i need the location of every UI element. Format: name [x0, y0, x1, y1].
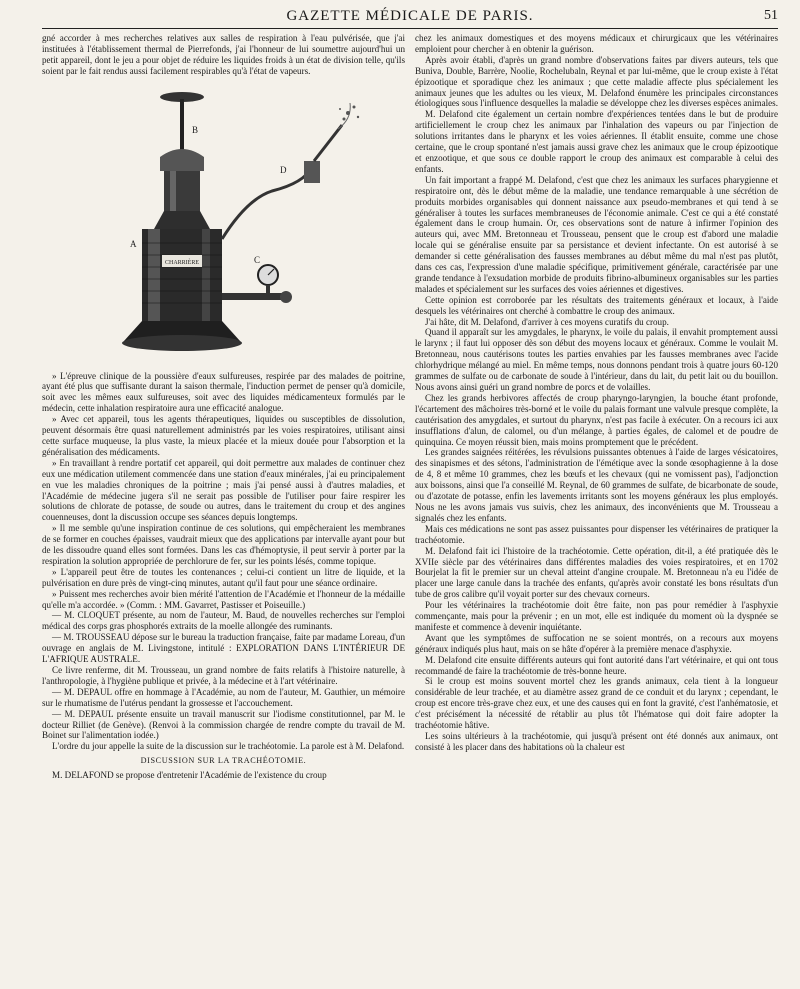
paragraph: M. Delafond fait ici l'histoire de la trachéotomie. Cette opération, dit-il, a été pratiquée dès le XVIIe siècle par des vétérinaires dans différentes maladies des voies respiratoires, et en 1702 Bourjelat la fit le premier sur un cheval atteint d'angine croupale. M. Bretonneau n'a eu l'idée de placer une large canule dans la trachée des enfants, qu'après avoir constaté les bons résultats d'un tube de gros calibre qu'il voyait porter sur des chevaux corneurs.	[415, 545, 778, 600]
right-column	[415, 33, 778, 781]
paragraph: Après avoir établi, d'après un grand nombre d'observations faites par divers auteurs, tels que Buniva, Double, Barrère, Noolie, Rochelubaln, Reynal et par lui-même, que le croup existe à l'état épizootique et sporadique chez les animaux ; que cette maladie affecte plus spécialement les animaux jeunes que les adultes ou les vieux, M. Delafond énumère les principales circonstances étiologiques sous l'influence desquelles la maladie se développe chez les diverses espèces animales.	[415, 54, 778, 109]
paragraph: — M. DEPAUL présente ensuite un travail manuscrit sur l'iodisme constitutionnel, par M. le docteur Rilliet (de Genève). (Renvoi à la commission chargée de rendre compte du travail de M. Boinet sur l'alimentation iodée.)	[42, 708, 405, 741]
paragraph: M. DELAFOND se propose d'entretenir l'Académie de l'existence du croup	[52, 770, 327, 781]
label-d: D	[280, 164, 287, 175]
paragraph: Ce livre renferme, dit M. Trousseau, un grand nombre de faits relatifs à l'histoire naturelle, à l'anthropologie, à l'hygiène publique et privée, à la médecine et à l'art vétérinaire.	[42, 665, 405, 686]
paragraph: » Puissent mes recherches avoir bien mérité l'attention de l'Académie et l'honneur de la médaille qu'elle m'a accordée. » (Comm. : MM. Gavarret, Pastisser et Poiseuille.)	[42, 588, 405, 610]
page-header	[42, 0, 778, 29]
paragraph: Pour les vétérinaires la trachéotomie doit être faite, non pas pour remédier à l'asphyxie commençante, mais pour la prévenir ; en un mot, elle est indiquée du moment où la dyspnée se manifeste et commence à devenir inquiétante.	[415, 600, 778, 632]
paragraph: Cette opinion est corroborée par les résultats des traitements généraux et locaux, à l'aide desquels les vétérinaires ont cherché à combattre le croup des animaux.	[415, 294, 778, 316]
paragraph: Un fait important a frappé M. Delafond, c'est que chez les animaux les surfaces pharygienne et respiratoire ont, dès le début même de la maladie, une tendance remarquable à une sécrétion de produits morbides organisables qui donnent naissance aux pseudo-membranes et qui tend à se généraliser à toutes les surfaces membraneuses de l'économie animale. C'est ce qui a été constaté également dans le croup humain. Or, ces observations sont de nature à infirmer l'opinion des auteurs qui, avec MM. Bretonneau et Trousseau, pensent que le croup est d'abord une maladie locale qui se généralise ensuite par sa persistance et devient infectante. On est autorisé à se demander si cette généralisation des fausses membranes au début même du mal n'est pas plutôt, dans ces cas, l'expression d'une maladie spécifique, primitivement générale, caractérisée par une grande tendance à l'exsudation morbide de produits fibrino-albumineux organisables sur les parties malades et spécialement sur les surfaces des voies aériennes et digestives.	[415, 174, 778, 294]
paragraph: » En travaillant à rendre portatif cet appareil, qui doit permettre aux malades de continuer chez eux une médication utilement commencée dans une station d'eaux minérales, j'ai eu principalement en vue les maladies chroniques de la poitrine ; mais j'ai pensé aussi à d'autres maladies, et l'Académie de médecine jugera s'il ne serait pas possible de l'utiliser pour faire respirer les solutions de chlorate de potasse, de soude ou autres, dans le traitement du croup et des angines couenneuses, dont la discussion occupe ses séances depuis longtemps.	[42, 457, 405, 523]
paragraph: » Avec cet appareil, tous les agents thérapeutiques, liquides ou susceptibles de dissolution, peuvent désormais être quasi naturellement administrés par les voies respiratoires, utilisant ainsi cette surface muqueuse, la plus vaste, la mieux placée et la mieux douée pour l'absorption et la généralisation des médicaments.	[42, 414, 405, 457]
label-c: C	[254, 254, 261, 265]
maker-nameplate: CHARRIÈRE	[164, 259, 200, 266]
paragraph: Les grandes saignées réitérées, les révulsions puissantes obtenues à l'aide de larges vésicatoires, des sinapismes et des sétons, l'administration de l'émétique avec la sonde œsophagienne à la dose de 4, 8 et même 10 grammes, chez les bœufs et les chevaux (qui ne vomissent pas), l'adjonction aux boissons, ainsi que l'a conseillé M. Reynal, de 60 grammes de sulfate, de bicarbonate de soude, ou d'azotate de potasse, enfin les lavements irritants sont les moyens généraux les plus employés. Nous ne les avons jamais vus suivis, chez les animaux, des inconvénients que M. Trousseau a signalés chez les enfants.	[415, 447, 778, 523]
paragraph: gné accorder à mes recherches relatives aux salles de respiration à l'eau pulvérisée, que j'ai instituées à l'établissement thermal de Pierrefonds, j'ai l'honneur de lui soumettre aujourd'hui un petit appareil, dont le jeu a pour objet de réduire les liquides froids à un état de division telle, qu'ils soient par le fait rendus aussi facilement respirables qu'à l'état de vapeurs.	[42, 33, 405, 76]
paragraph: chez les animaux domestiques et des moyens médicaux et chirurgicaux que les vétérinaires emploient pour chercher à en obtenir la guérison.	[415, 33, 778, 54]
paragraph: » L'appareil peut être de toutes les contenances ; celui-ci contient un litre de liquide, et la pulvérisation en dure près de vingt-cinq minutes, autant qu'il faut pour une séance ordinaire.	[42, 566, 405, 588]
paragraph: M. Delafond cite également un certain nombre d'expériences tentées dans le but de produire artificiellement le croup chez les animaux par l'inhalation des vapeurs ou par l'injection de solutions irritantes dans le pharynx et les voies aériennes. Il établit ensuite, comme une chose certaine, que le croup spontané n'est jamais aussi grave chez les animaux que le croup épizootique et enzootique, et que sous ce double rapport le croup des animaux est comparable à celui des enfants.	[415, 109, 778, 174]
inhalation-apparatus-illustration	[42, 79, 405, 364]
paragraph: — M. CLOQUET présente, au nom de l'auteur, M. Baud, de nouvelles recherches sur l'emploi médical des corps gras phosphorés extraits de la moelle allongée des ruminants.	[42, 610, 405, 632]
paragraph: Quand il apparaît sur les amygdales, le pharynx, le voile du palais, il envahit promptement aussi le larynx ; il faut lui opposer dès son début des moyens locaux et généraux. Comme le voulait M. Bretonneau, nous cautérisons toutes les parties envahies par les fausses membranes avec l'acide chlorhydrique mélangé au miel. En même temps, nous donnons pendant trois à quatre jours 60-120 grammes de sulfate ou de carbonate de soude à l'intérieur, dans du lait, du petit lait ou du bouillon. Nous avons ainsi guéri un grand nombre de porcs et de volailles.	[415, 327, 778, 392]
journal-title: GAZETTE MÉDICALE DE PARIS.	[286, 8, 534, 24]
paragraph: Avant que les symptômes de suffocation ne se soient montrés, on a recours aux moyens généraux indiqués plus haut, mais on se hâte d'opérer à la première menace d'asphyxie.	[415, 632, 778, 654]
paragraph: » L'épreuve clinique de la poussière d'eaux sulfureuses, respirée par des malades de poitrine, ayant été plus que suffisante durant la saison thermale, l'induction permet de penser qu'à domicile, soit avec les mêmes eaux sulfureuses, soit avec des liquides médicamenteux formulés par le médecin, cette inhalation respiratoire aura une efficacité analogue.	[42, 370, 405, 414]
label-a: A	[130, 238, 137, 249]
label-b: B	[192, 124, 199, 135]
paragraph: Les soins ultérieurs à la trachéotomie, qui jusqu'à présent ont été donnés aux animaux, ont consisté à les placer dans des habitations où la chaleur est	[415, 731, 778, 752]
paragraph: Mais ces médications ne sont pas assez puissantes pour dispenser les vétérinaires de pratiquer la trachéotomie.	[415, 523, 778, 545]
paragraph: » Il me semble qu'une inspiration continue de ces solutions, qui empêcheraient les membranes de se former en couches épaisses, vaudrait mieux que des applications par intervalle ayant pour but de les dissoudre quand elles sont formées. Dans les cas d'hémoptysie, il peut servir à porter par la respiration la solution appropriée de perchlorure de fer, sur les points lésés, comme topique.	[42, 523, 405, 566]
paragraph: — M. DEPAUL offre en hommage à l'Académie, au nom de l'auteur, M. Gauthier, un mémoire sur le rhumatisme de l'utérus pendant la grossesse et l'accouchement.	[42, 686, 405, 708]
left-column	[42, 33, 405, 781]
section-heading: DISCUSSION SUR LA TRACHÉOTOMIE.	[140, 756, 307, 766]
paragraph: J'ai hâte, dit M. Delafond, d'arriver à ces moyens curatifs du croup.	[425, 316, 669, 327]
paragraph: Si le croup est moins souvent mortel chez les grands animaux, cela tient à la longueur considérable de leur trachée, et au diamètre assez grand de ce conduit et du larynx ; cependant, le croup est encore très-grave chez eux, et une des causes qui en font la gravité, c'est l'anhématosie, et c'est précisément la nécessité de rétablir au plus tôt l'hématose qui doit faire adopter la trachéotomie hâtive.	[415, 676, 778, 731]
paragraph: Chez les grands herbivores affectés de croup pharyngo-laryngien, la bouche étant profonde, l'écartement des mâchoires très-borné et le voile du palais formant une valvule presque complète, la cautérisation des amygdales, et surtout du pharynx, n'est pas facile à exécuter. On a recours ici aux insufflations d'alun, de calomel, ou d'un mélange, à parties égales, de calomel et de poudre de quinquina. Ce moyen réussit bien, mais moins promptement que le précédent.	[415, 392, 778, 447]
paragraph: — M. TROUSSEAU dépose sur le bureau la traduction française, faite par madame Loreau, d'un ouvrage en anglais de M. Livingstone, intitulé : EXPLORATION DANS L'INTÉRIEUR DE L'AFRIQUE AUSTRALE.	[42, 632, 405, 665]
page-number: 51	[764, 8, 778, 23]
paragraph: L'ordre du jour appelle la suite de la discussion sur le trachéotomie. La parole est à M. Delafond.	[52, 741, 405, 752]
paragraph: M. Delafond cite ensuite différents auteurs qui font autorité dans l'art vétérinaire, et qui ont tous recommandé de faire la trachéotomie de très-bonne heure.	[415, 654, 778, 676]
